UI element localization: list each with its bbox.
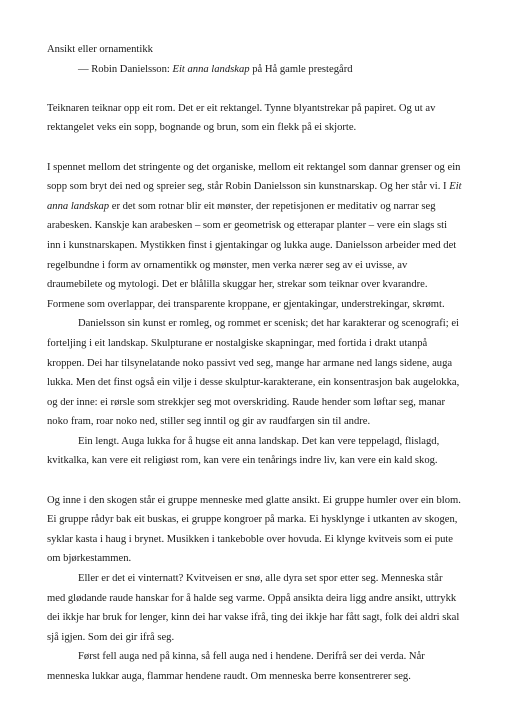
paragraph-gap xyxy=(47,79,463,99)
document-page xyxy=(47,40,463,687)
paragraph-6: Eller er det ei vinternatt? Kvitveisen er snø, alle dyra set spor etter seg. Menneska står med glødande raude hanskar for å halde seg varme. Oppå ansikta deira ligg andre ansikt, uttrykk dei ikkje har bruk for lenger, kinn dei har vakse ifrå, ting dei ikkje har fått sagt, folk dei aldri skal sjå igjen. Som dei gir ifrå seg. xyxy=(47,573,460,643)
paragraph-1: Teiknaren teiknar opp eit rom. Det er eit rektangel. Tynne blyantstrekar på papiret. Og ut av rektangelet veks ein sopp, bognande og brun, som ein flekk på ei skjorte. xyxy=(47,102,436,134)
byline-work-title: Eit anna landskap xyxy=(172,63,250,75)
paragraph-4: Ein lengt. Auga lukka for å hugse eit anna landskap. Det kan vere teppelagd, flislagd, kvitkalka, kan vere eit religiøst rom, kan vere ein tenårings indre liv, kan vere ein kald skog. xyxy=(47,435,440,467)
paragraph-2-work-title: Eit anna landskap xyxy=(47,181,462,212)
paragraph-gap xyxy=(47,138,463,158)
paragraph-2-after: er det som rotnar blir eit mønster, der repetisjonen er meditativ og narrar seg arabesken. Kanskje kan arabesken – som er geometrisk og etterapar planter – vere ein slags sti inn i kunstnarskapen. Mystikken finst i gjentakingar og lukka auge. Danielsson arbeider med det regelbundne i form av ornamentikk og mønster, men verka nærer seg av ei uvisse, av draumebilete og mytologi. Det er blålilla skuggar her, strekar som teiknar over kvarandre. Formene som overlappar, dei transparente kroppane, er gjentakingar, understrekingar, skrømt. xyxy=(47,200,457,310)
byline-prefix: — Robin Danielsson: xyxy=(78,63,173,75)
paragraph-2 xyxy=(47,158,463,315)
paragraph-gap xyxy=(47,471,463,491)
paragraph-3: Danielsson sin kunst er romleg, og rommet er scenisk; det har karakterar og scenografi; ei forteljing i eit landskap. Skulpturane er nostalgiske skapningar, med fortida i drakt utanpå kroppen. Dei har tilsynelatande noko passivt ved seg, mange har armane ned langs sidene, auga lukka. Men det finst også ein vilje i desse skulptur-karakterane, ein konsentrasjon bak augelokka, og der inne: ei rørsle som strekkjer seg mot overskriding. Raude hender som løftar seg, manar noko fram, roar noko ned, stiller seg inntil og gir av raudfargen sin til andre. xyxy=(47,318,460,428)
document-byline xyxy=(47,60,463,80)
paragraph-2-before: I spennet mellom det stringente og det organiske, mellom eit rektangel som dannar grenser og ein sopp som bryt dei ned og spreier seg, står Robin Danielsson sin kunstnarskap. Og her står vi. I xyxy=(47,161,461,193)
paragraph-7: Først fell auga ned på kinna, så fell auga ned i hendene. Derifrå ser dei verda. Når menneska lukkar auga, flammar hendene raudt. Om menneska berre konsentrerer seg. xyxy=(47,651,425,682)
paragraph-5: Og inne i den skogen står ei gruppe menneske med glatte ansikt. Ei gruppe humler over ein blom. Ei gruppe rådyr bak eit buskas, ei gruppe kongroer på marka. Ei hysklynge i utkanten av skogen, syklar kasta i haug i brynet. Musikken i tankeboble over hovuda. Ei klynge kvitveis som ei pute om bjørkestammen. xyxy=(47,494,461,565)
byline-suffix: på Hå gamle prestegård xyxy=(249,63,353,75)
document-title: Ansikt eller ornamentikk xyxy=(47,44,153,55)
